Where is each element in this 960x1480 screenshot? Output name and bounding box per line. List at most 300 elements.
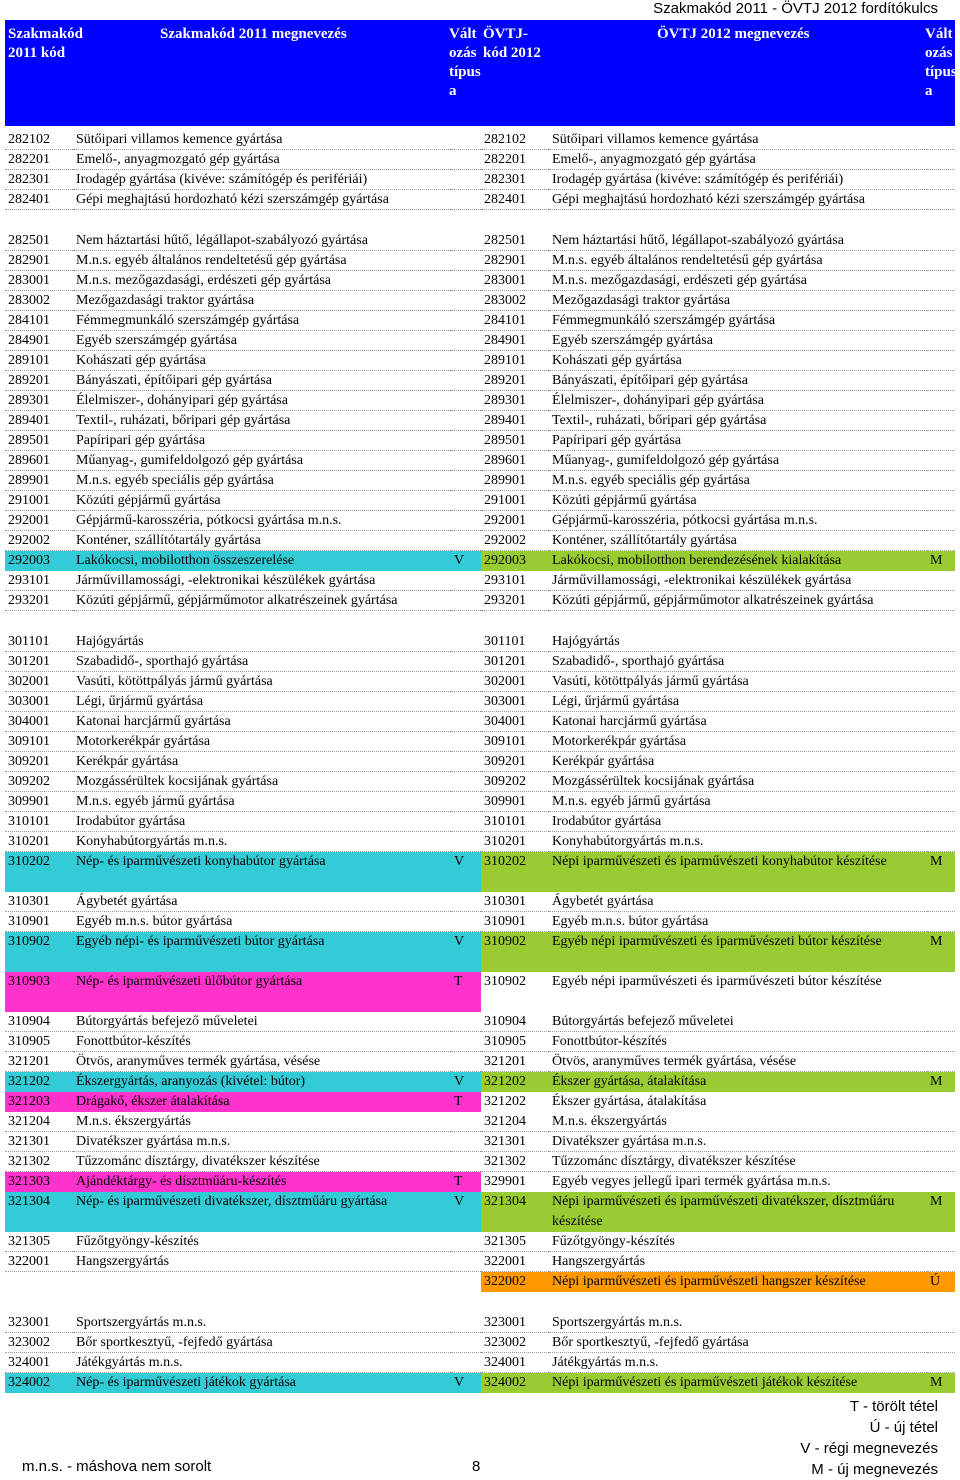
new-name-cell: M.n.s. ékszergyártás	[549, 1112, 927, 1132]
new-code-cell: 289601	[481, 451, 549, 471]
old-name-cell: Játékgyártás m.n.s.	[73, 1353, 451, 1373]
new-code-cell: 321301	[481, 1132, 549, 1152]
new-code-cell: 309101	[481, 732, 549, 752]
new-name-cell: Ágybetét gyártása	[549, 892, 927, 912]
old-code-cell: 304001	[5, 712, 73, 732]
old-code-cell: 321204	[5, 1112, 73, 1132]
new-name-cell: Bőr sportkesztyű, -fejfedő gyártása	[549, 1333, 927, 1353]
old-change-cell	[451, 411, 481, 431]
old-code-cell: 323001	[5, 1313, 73, 1333]
old-code-cell: 282102	[5, 130, 73, 150]
new-name-cell: Ötvös, aranyműves termék gyártása, vésése	[549, 1052, 927, 1072]
new-code-cell: 310101	[481, 812, 549, 832]
new-name-cell: Szabadidő-, sporthajó gyártása	[549, 652, 927, 672]
old-name-cell: Tűzzománc dísztárgy, divatékszer készítése	[73, 1152, 451, 1172]
new-code-cell: 321204	[481, 1112, 549, 1132]
new-change-cell	[927, 351, 955, 371]
old-change-cell	[451, 912, 481, 932]
old-name-cell: Sportszergyártás m.n.s.	[73, 1313, 451, 1333]
table-row	[5, 391, 955, 411]
new-name-cell: Hajógyártás	[549, 632, 927, 652]
new-name-cell: Bútorgyártás befejező műveletei	[549, 1012, 927, 1032]
old-code-cell: 310905	[5, 1032, 73, 1052]
new-code-cell: 323001	[481, 1313, 549, 1333]
table-row	[5, 1272, 955, 1292]
table-row	[5, 792, 955, 812]
old-code-cell: 321201	[5, 1052, 73, 1072]
old-change-cell	[451, 351, 481, 371]
old-name-cell: Járművillamossági, -elektronikai készülékek gyártása	[73, 571, 451, 591]
old-code-cell: 282501	[5, 231, 73, 251]
old-change-cell	[451, 692, 481, 712]
old-code-cell: 283001	[5, 271, 73, 291]
table-row	[5, 832, 955, 852]
legend-item: V - régi megnevezés	[800, 1440, 938, 1457]
new-change-cell	[927, 1012, 955, 1032]
new-change-cell	[927, 1333, 955, 1353]
new-change-cell	[927, 652, 955, 672]
old-change-cell: V	[451, 1192, 481, 1232]
old-name-cell: Ötvös, aranyműves termék gyártása, vésése	[73, 1052, 451, 1072]
old-change-cell	[451, 371, 481, 391]
old-name-cell: M.n.s. egyéb speciális gép gyártása	[73, 471, 451, 491]
old-code-cell: 310101	[5, 812, 73, 832]
new-name-cell: Népi iparművészeti és iparművészeti divatékszer, dísztműáru készítése	[549, 1192, 927, 1232]
new-code-cell: 310202	[481, 852, 549, 892]
new-code-cell: 289201	[481, 371, 549, 391]
header-new-code: ÖVTJ-kód 2012	[483, 26, 541, 61]
old-code-cell: 321304	[5, 1192, 73, 1232]
new-name-cell: Járművillamossági, -elektronikai készülékek gyártása	[549, 571, 927, 591]
old-code-cell: 302001	[5, 672, 73, 692]
new-name-cell: Ékszer gyártása, átalakítása	[549, 1072, 927, 1092]
new-name-cell: Egyéb népi iparművészeti és iparművészeti bútor készítése	[552, 974, 882, 989]
new-change-cell	[927, 792, 955, 812]
new-code-cell: 321202	[484, 1094, 526, 1109]
header-new-change-type: Változás típusa	[925, 26, 957, 99]
old-code-cell: 310301	[5, 892, 73, 912]
new-code-cell: 310901	[481, 912, 549, 932]
new-code-cell: 282201	[481, 150, 549, 170]
new-name-cell: Sportszergyártás m.n.s.	[549, 1313, 927, 1333]
new-name-cell: Irodabútor gyártása	[549, 812, 927, 832]
new-change-cell	[927, 231, 955, 251]
new-change-cell	[927, 1313, 955, 1333]
new-name-cell: Konyhabútorgyártás m.n.s.	[549, 832, 927, 852]
table-row	[5, 1252, 955, 1272]
old-change-cell	[451, 752, 481, 772]
new-name-cell: Kerékpár gyártása	[549, 752, 927, 772]
old-name-cell: Emelő-, anyagmozgató gép gyártása	[73, 150, 451, 170]
new-code-cell: 283001	[481, 271, 549, 291]
new-change-cell	[927, 391, 955, 411]
old-code-cell: 303001	[5, 692, 73, 712]
new-name-cell: Kohászati gép gyártása	[549, 351, 927, 371]
new-change-cell	[927, 571, 955, 591]
old-code-cell: 324002	[5, 1373, 73, 1393]
old-change-cell: V	[451, 852, 481, 892]
old-code-cell: 310201	[5, 832, 73, 852]
old-change-cell	[451, 1012, 481, 1032]
old-name-cell: Élelmiszer-, dohányipari gép gyártása	[73, 391, 451, 411]
table-row	[5, 892, 955, 912]
new-name-cell: M.n.s. egyéb általános rendeltetésű gép gyártása	[549, 251, 927, 271]
new-name-cell: Élelmiszer-, dohányipari gép gyártása	[549, 391, 927, 411]
new-code-cell: 291001	[481, 491, 549, 511]
table-row	[5, 551, 955, 571]
new-code-cell: 282901	[481, 251, 549, 271]
old-name-cell: Katonai harcjármű gyártása	[73, 712, 451, 732]
new-change-cell	[927, 150, 955, 170]
header-old-change-type: Változás típusa	[449, 26, 481, 99]
new-name-cell: Konténer, szállítótartály gyártása	[549, 531, 927, 551]
old-change-cell	[451, 130, 481, 150]
old-name-cell: Ékszergyártás, aranyozás (kivétel: bútor)	[73, 1072, 451, 1092]
old-change-cell	[451, 150, 481, 170]
old-change-cell	[451, 491, 481, 511]
new-change-cell	[927, 632, 955, 652]
table-row	[5, 1313, 955, 1333]
old-name-cell: Papíripari gép gyártása	[73, 431, 451, 451]
old-name-cell: Közúti gépjármű gyártása	[73, 491, 451, 511]
old-name-cell: Egyéb népi- és iparművészeti bútor gyártása	[73, 932, 451, 972]
old-code-cell: 292001	[5, 511, 73, 531]
table-row	[5, 571, 955, 591]
old-code-cell: 301101	[5, 632, 73, 652]
table-row	[5, 411, 955, 431]
new-code-cell: 292001	[481, 511, 549, 531]
table-row	[5, 271, 955, 291]
old-code-cell: 310901	[5, 912, 73, 932]
old-name-cell: Hajógyártás	[73, 632, 451, 652]
old-code-cell: 289501	[5, 431, 73, 451]
old-name-cell: Irodagép gyártása (kivéve: számítógép és perifériái)	[73, 170, 451, 190]
old-code-cell: 310202	[5, 852, 73, 892]
new-change-cell	[927, 591, 955, 611]
old-name-cell: M.n.s. ékszergyártás	[73, 1112, 451, 1132]
new-code-cell: 309201	[481, 752, 549, 772]
new-change-cell	[927, 491, 955, 511]
old-name-cell: Egyéb szerszámgép gyártása	[73, 331, 451, 351]
new-name-cell: Tűzzománc dísztárgy, divatékszer készítése	[549, 1152, 927, 1172]
table-row	[5, 190, 955, 210]
old-code-cell	[5, 1272, 73, 1292]
old-name-cell: Műanyag-, gumifeldolgozó gép gyártása	[73, 451, 451, 471]
table-row	[5, 251, 955, 271]
new-name-cell: Ékszer gyártása, átalakítása	[552, 1094, 707, 1109]
new-change-cell: M	[927, 1373, 955, 1393]
old-name-cell: Nép- és iparművészeti játékok gyártása	[73, 1373, 451, 1393]
old-code-cell: 324001	[5, 1353, 73, 1373]
new-name-cell: Műanyag-, gumifeldolgozó gép gyártása	[549, 451, 927, 471]
new-code-cell: 292002	[481, 531, 549, 551]
new-change-cell	[927, 912, 955, 932]
old-name-cell: Bútorgyártás befejező műveletei	[73, 1012, 451, 1032]
new-name-cell: Textil-, ruházati, bőripari gép gyártása	[549, 411, 927, 431]
table-row	[5, 291, 955, 311]
new-code-cell: 292003	[481, 551, 549, 571]
old-change-cell	[451, 591, 481, 611]
new-name-cell: Bányászati, építőipari gép gyártása	[549, 371, 927, 391]
new-code-cell: 302001	[481, 672, 549, 692]
old-change-cell	[451, 1252, 481, 1272]
new-name-cell: Népi iparművészeti és iparművészeti hangszer készítése	[549, 1272, 927, 1292]
new-change-cell	[927, 772, 955, 792]
new-name-cell: Gépjármű-karosszéria, pótkocsi gyártása m.n.s.	[549, 511, 927, 531]
new-name-cell: Légi, űrjármű gyártása	[549, 692, 927, 712]
new-code-cell: 321201	[481, 1052, 549, 1072]
new-change-cell	[927, 431, 955, 451]
table-row	[5, 231, 955, 251]
old-code-cell: 289301	[5, 391, 73, 411]
new-code-cell: 321305	[481, 1232, 549, 1252]
old-name-cell: Nép- és iparművészeti divatékszer, dísztműáru gyártása	[73, 1192, 451, 1232]
old-change-cell: T	[451, 1092, 481, 1112]
old-change-cell	[451, 190, 481, 210]
new-code-cell: 289401	[481, 411, 549, 431]
new-change-cell	[927, 1172, 955, 1192]
new-code-cell: 310201	[481, 832, 549, 852]
legend-item: M - új megnevezés	[811, 1461, 938, 1478]
table-row	[5, 491, 955, 511]
old-change-cell: V	[451, 1373, 481, 1393]
table-row	[5, 812, 955, 832]
old-change-cell	[451, 1313, 481, 1333]
old-code-cell: 321305	[5, 1232, 73, 1252]
table-row	[5, 1032, 955, 1052]
table-row	[5, 1172, 955, 1192]
new-code-cell: 282501	[481, 231, 549, 251]
new-name-cell: Divatékszer gyártása m.n.s.	[549, 1132, 927, 1152]
old-change-cell	[451, 892, 481, 912]
old-change-cell: T	[451, 1172, 481, 1192]
new-name-cell: Emelő-, anyagmozgató gép gyártása	[549, 150, 927, 170]
new-change-cell	[927, 1092, 955, 1112]
new-name-cell: Hangszergyártás	[549, 1252, 927, 1272]
old-code-cell: 309901	[5, 792, 73, 812]
old-change-cell: V	[451, 932, 481, 972]
new-code-cell: 322001	[481, 1252, 549, 1272]
new-name-cell: Fémmegmunkáló szerszámgép gyártása	[549, 311, 927, 331]
new-name-cell: Népi iparművészeti és iparművészeti játékok készítése	[549, 1373, 927, 1393]
new-change-cell	[927, 1112, 955, 1132]
new-name-cell: Játékgyártás m.n.s.	[549, 1353, 927, 1373]
new-change-cell	[927, 190, 955, 210]
old-code-cell: 289901	[5, 471, 73, 491]
old-name-cell: Ajándéktárgy- és dísztműáru-készítés	[73, 1172, 451, 1192]
old-change-cell	[451, 832, 481, 852]
new-change-cell	[927, 1052, 955, 1072]
old-code-cell: 310903	[5, 972, 73, 1012]
new-code-cell: 284901	[481, 331, 549, 351]
page-title: Szakmakód 2011 - ÖVTJ 2012 fordítókulcs	[653, 0, 938, 17]
old-code-cell: 309101	[5, 732, 73, 752]
old-code-cell: 321303	[5, 1172, 73, 1192]
page-number: 8	[472, 1458, 481, 1475]
old-name-cell: Mozgássérültek kocsijának gyártása	[73, 772, 451, 792]
new-change-cell	[927, 892, 955, 912]
old-change-cell	[451, 391, 481, 411]
table-row	[5, 1132, 955, 1152]
new-change-cell	[927, 1252, 955, 1272]
new-name-cell: Mozgássérültek kocsijának gyártása	[549, 772, 927, 792]
old-name-cell: Fűzőtgyöngy-készítés	[73, 1232, 451, 1252]
new-name-cell: Nem háztartási hűtő, légállapot-szabályozó gyártása	[549, 231, 927, 251]
old-name-cell: Egyéb m.n.s. bútor gyártása	[73, 912, 451, 932]
new-code-cell: 282401	[481, 190, 549, 210]
header-old-name: Szakmakód 2011 megnevezés	[160, 26, 347, 42]
old-code-cell: 292002	[5, 531, 73, 551]
old-code-cell: 291001	[5, 491, 73, 511]
new-code-cell: 282301	[481, 170, 549, 190]
old-change-cell	[451, 311, 481, 331]
new-change-cell	[927, 271, 955, 291]
old-code-cell: 293101	[5, 571, 73, 591]
old-change-cell	[451, 1152, 481, 1172]
new-name-cell: M.n.s. egyéb jármű gyártása	[549, 792, 927, 812]
new-code-cell: 321202	[481, 1072, 549, 1092]
old-name-cell: M.n.s. mezőgazdasági, erdészeti gép gyártása	[73, 271, 451, 291]
new-change-cell	[927, 1232, 955, 1252]
table-row	[5, 972, 955, 1012]
old-code-cell: 282401	[5, 190, 73, 210]
new-change-cell	[927, 692, 955, 712]
new-code-cell: 322002	[481, 1272, 549, 1292]
new-change-cell	[927, 752, 955, 772]
old-name-cell: Lakókocsi, mobilotthon összeszerelése	[73, 551, 451, 571]
table-row	[5, 331, 955, 351]
old-change-cell: T	[451, 972, 481, 1012]
table-row	[5, 591, 955, 611]
old-code-cell: 321302	[5, 1152, 73, 1172]
old-code-cell: 322001	[5, 1252, 73, 1272]
new-name-cell: Sütőipari villamos kemence gyártása	[549, 130, 927, 150]
new-change-cell	[927, 371, 955, 391]
new-code-cell: 321304	[481, 1192, 549, 1232]
old-change-cell	[451, 531, 481, 551]
new-code-cell: 310902	[484, 974, 526, 989]
table-row	[5, 1052, 955, 1072]
old-change-cell	[451, 170, 481, 190]
old-change-cell	[451, 632, 481, 652]
new-change-cell	[927, 812, 955, 832]
new-name-cell: Mezőgazdasági traktor gyártása	[549, 291, 927, 311]
old-change-cell	[451, 471, 481, 491]
new-code-cell: 310904	[481, 1012, 549, 1032]
old-change-cell	[451, 451, 481, 471]
old-change-cell	[451, 1052, 481, 1072]
table-row	[5, 652, 955, 672]
old-change-cell	[451, 792, 481, 812]
old-name-cell: Bányászati, építőipari gép gyártása	[73, 371, 451, 391]
header-old-code: Szakmakód 2011 kód	[8, 26, 84, 61]
new-change-cell: M	[927, 852, 955, 892]
new-code-cell: 289101	[481, 351, 549, 371]
new-name-cell: Katonai harcjármű gyártása	[549, 712, 927, 732]
new-name-cell: Közúti gépjármű gyártása	[549, 491, 927, 511]
new-name-cell: Fonottbútor-készítés	[549, 1032, 927, 1052]
new-code-cell: 289901	[481, 471, 549, 491]
new-name-cell: M.n.s. mezőgazdasági, erdészeti gép gyártása	[549, 271, 927, 291]
new-change-cell: M	[927, 1072, 955, 1092]
new-code-cell: 293101	[481, 571, 549, 591]
old-name-cell: Mezőgazdasági traktor gyártása	[73, 291, 451, 311]
new-code-cell: 282102	[481, 130, 549, 150]
new-name-cell: Papíripari gép gyártása	[549, 431, 927, 451]
table-row	[5, 431, 955, 451]
old-code-cell: 309201	[5, 752, 73, 772]
old-code-cell: 309202	[5, 772, 73, 792]
old-name-cell: Drágakő, ékszer átalakítása	[73, 1092, 451, 1112]
table-row	[5, 672, 955, 692]
new-change-cell	[927, 170, 955, 190]
new-name-cell: M.n.s. egyéb speciális gép gyártása	[549, 471, 927, 491]
new-change-cell	[927, 471, 955, 491]
new-code-cell: 310902	[481, 932, 549, 972]
table-row	[5, 772, 955, 792]
new-change-cell	[927, 531, 955, 551]
legend-item: Ú - új tétel	[869, 1419, 938, 1436]
old-name-cell: Irodabútor gyártása	[73, 812, 451, 832]
table-row	[5, 912, 955, 932]
old-code-cell: 289601	[5, 451, 73, 471]
new-change-cell	[927, 331, 955, 351]
new-change-cell	[927, 732, 955, 752]
new-name-cell: Fűzőtgyöngy-készítés	[549, 1232, 927, 1252]
old-name-cell: Légi, űrjármű gyártása	[73, 692, 451, 712]
old-change-cell	[451, 291, 481, 311]
header-new-name: ÖVTJ 2012 megnevezés	[657, 26, 810, 42]
old-name-cell: Motorkerékpár gyártása	[73, 732, 451, 752]
old-name-cell: Fémmegmunkáló szerszámgép gyártása	[73, 311, 451, 331]
table-row	[5, 712, 955, 732]
old-code-cell: 282201	[5, 150, 73, 170]
table-row	[5, 511, 955, 531]
old-change-cell: V	[451, 1072, 481, 1092]
new-code-cell: 310905	[481, 1032, 549, 1052]
table-row	[5, 932, 955, 972]
old-code-cell: 310902	[5, 932, 73, 972]
table-row	[5, 1333, 955, 1353]
new-code-cell: 323002	[481, 1333, 549, 1353]
old-change-cell	[451, 431, 481, 451]
old-code-cell: 282301	[5, 170, 73, 190]
new-name-cell: Egyéb m.n.s. bútor gyártása	[549, 912, 927, 932]
new-change-cell: M	[927, 551, 955, 571]
table-row	[5, 451, 955, 471]
table-row	[5, 371, 955, 391]
new-change-cell	[927, 832, 955, 852]
new-change-cell	[927, 712, 955, 732]
new-name-cell: Vasúti, kötöttpályás jármű gyártása	[549, 672, 927, 692]
old-code-cell: 283002	[5, 291, 73, 311]
old-change-cell	[451, 672, 481, 692]
new-change-cell	[927, 1152, 955, 1172]
table-row	[5, 1112, 955, 1132]
old-name-cell: Konténer, szállítótartály gyártása	[73, 531, 451, 551]
new-code-cell: 289301	[481, 391, 549, 411]
new-code-cell: 289501	[481, 431, 549, 451]
new-code-cell: 329901	[484, 1174, 526, 1189]
table-row	[5, 1072, 955, 1092]
new-change-cell	[927, 251, 955, 271]
new-change-cell: M	[927, 1192, 955, 1232]
new-change-cell	[927, 1032, 955, 1052]
table-row	[5, 531, 955, 551]
new-change-cell: M	[927, 932, 955, 972]
old-name-cell: Gépjármű-karosszéria, pótkocsi gyártása m.n.s.	[73, 511, 451, 531]
new-name-cell: Egyéb népi iparművészeti és iparművészeti bútor készítése	[549, 932, 927, 972]
